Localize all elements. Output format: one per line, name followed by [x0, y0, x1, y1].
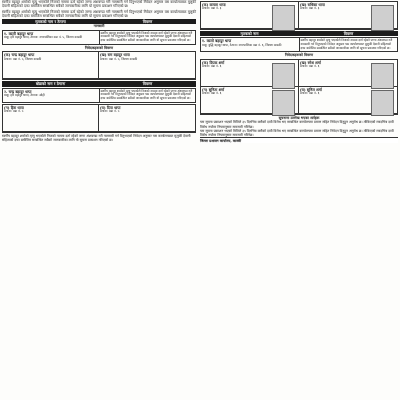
header-bar-2-right: विवरण — [142, 81, 153, 87]
section-title-2: निवेदकहरूको विवरण — [84, 45, 114, 50]
right-cell-1-text: ठेगाना: वडा नं. ६ — [202, 64, 222, 69]
photo-placeholder — [272, 5, 295, 31]
right-cell-2-name: (ख) रमेश शर्मा — [300, 60, 321, 65]
left-cell-4-text: ठेगाना: वडा नं. ५ — [100, 109, 120, 114]
right-entry-text: बाबु: बुद्धि बहादुर थापा, ठेगाना: नगरपालिका वडा नं. ६, जिल्ला कास्की — [202, 42, 282, 47]
entry-1-detail: स्वर्गीय बहादुर शर्माको मृत्यु भएकोले निजको नाममा दर्ता रहेको जग्गा अंशबण्डा गरी नामसारी गर्न दिनुभएको निवेदन अनुसार यस कार्यालयबाट मुलुकी देवानी संहिताको दफा बमोजिम सम्बन्धित सबैको जानकारीका लागि यो सूचना प्रकाशन गरिएको छ। — [100, 30, 193, 43]
photo-placeholder — [371, 63, 394, 89]
header-bar-1-right: विवरण — [142, 19, 153, 24]
right-header-right: विवरण — [343, 31, 354, 36]
left-cell-2-text: ठेगाना: वडा नं. ५, जिल्ला कास्की — [100, 56, 138, 61]
left-cell-2-name: (ख) राम बहादुर थापा — [100, 53, 130, 58]
right-notice-text: यस सूचना प्रकाशन भएको मितिले ३५ दिनभित्र कसैको दावी विरोध भए सम्बन्धित कार्यालयमा प्रमाण सहित निवेदन दिनुहुन अनुरोध छ। तोकिएको म्यादभित्र दावी विरोध नपरेमा नियमानुसार नामसारी गरिनेछ। — [200, 120, 394, 129]
right-entry — [200, 37, 398, 52]
entry-2 — [2, 88, 196, 103]
photo-placeholder — [272, 90, 295, 116]
right-top-cell-2-name: (ख) राधिका थापा — [300, 3, 325, 7]
right-notice-text-2: यस सूचना प्रकाशन भएको मितिले ३५ दिनभित्र कसैको दावी विरोध भए सम्बन्धित कार्यालयमा प्रमाण सहित निवेदन दिनुहुन अनुरोध छ। तोकिएको म्यादभित्र दावी विरोध नपरेमा नियमानुसार नामसारी गरिनेछ। — [200, 128, 394, 137]
right-top-cell-1-text: ठेगाना: वडा नं. ३ — [202, 6, 222, 11]
header-bar-2 — [2, 81, 196, 86]
right-top-cell-2 — [299, 2, 397, 29]
right-cell-1-name: (क) दिपक शर्मा — [202, 60, 225, 65]
left-cell-3-text: ठेगाना: वडा नं. ५ — [4, 109, 24, 114]
entry-1-name: १. काली बहादुर थापा — [4, 31, 34, 36]
right-entry-detail: स्वर्गीय बहादुर शर्माको मृत्यु भएकोले निजको नाममा दर्ता रहेको जग्गा अंशबण्डा गरी नामसारी गर्न दिनुभएको निवेदन अनुसार यस कार्यालयबाट मुलुकी देवानी संहिताको दफा बमोजिम सम्बन्धित सबैको जानकारीका लागि यो सूचना प्रकाशन गरिएको छ। — [300, 38, 393, 50]
intro-paragraph-2: स्वर्गीय बहादुर शर्माको मृत्यु भएकोले निजको नाममा दर्ता रहेको जग्गा अंशबण्डा गरी नामसारी गर्न दिनुभएको निवेदन अनुसार यस कार्यालयबाट मुलुकी देवानी संहिताको दफा बमोजिम सम्बन्धित सबैको जानकारीका लागि यो सूचना प्रकाशन गरिएको छ। — [2, 9, 196, 18]
header-bar-1-left: मृतकको नाम र ठेगाना — [35, 19, 66, 24]
right-header-bar — [200, 31, 398, 36]
left-cell-4 — [99, 105, 195, 132]
right-top-cell-1 — [201, 2, 299, 29]
right-entry-name: १. कालो बहादुर थापा — [202, 39, 232, 44]
right-cell-3-text: ठेगाना: वडा नं. ६ — [202, 91, 222, 96]
right-cell-4-name: (घ) सुनिल शर्मा — [300, 87, 322, 92]
right-section-title: निवेदकहरूको विवरण — [284, 53, 314, 58]
right-grid — [200, 59, 398, 115]
entry-1-text: बाबु: हरि बहादुर थापा, ठेगाना: नगरपालिका वडा नं. ५, जिल्ला कास्की — [4, 35, 83, 40]
right-cell-1 — [201, 60, 299, 87]
right-top-grid — [200, 1, 398, 30]
entry-2-name: २. चन्द्र बहादुर थापा — [4, 89, 32, 94]
left-cell-1-name: (क) चन्द्र बहादुर थापा — [4, 53, 35, 58]
photo-placeholder — [272, 63, 295, 89]
left-column — [2, 0, 196, 142]
right-cell-2 — [299, 60, 397, 87]
footer-office: जिल्ला प्रशासन कार्यालय, कास्की — [200, 137, 398, 143]
right-column — [200, 0, 398, 143]
entry-1 — [2, 30, 196, 45]
left-grid-2 — [2, 104, 196, 133]
photo-placeholder — [371, 5, 394, 31]
right-cell-4 — [299, 87, 397, 114]
right-top-cell-2-text: ठेगाना: वडा नं. ३ — [300, 6, 320, 11]
section-title-1: नामसारी — [93, 24, 105, 29]
intro-paragraph: स्वर्गीय बहादुर शर्माको मृत्यु भएकोले निजको नाममा दर्ता रहेको जग्गा अंशबण्डा गरी नामसारी गर्न दिनुभएको निवेदन अनुसार यस कार्यालयबाट मुलुकी देवानी संहिताको दफा बमोजिम सम्बन्धित सबैको जानकारीका लागि यो सूचना प्रकाशन गरिएको छ। — [2, 0, 196, 9]
right-cell-3 — [201, 87, 299, 114]
left-cell-3-name: (ग) हिरा थापा — [4, 105, 24, 110]
header-bar-2-left: बोडाको नाम र ठेगाना — [35, 81, 66, 87]
right-cell-3-name: (ग) सुनिता शर्मा — [202, 87, 225, 92]
left-cell-1-text: ठेगाना: वडा नं. ५, जिल्ला कास्की — [4, 56, 42, 61]
right-header-left: मृतकको नाम — [240, 31, 259, 36]
entry-2-detail: स्वर्गीय बहादुर शर्माको मृत्यु भएकोले निजको नाममा दर्ता रहेको जग्गा अंशबण्डा गरी नामसारी गर्न दिनुभएको निवेदन अनुसार यस कार्यालयबाट मुलुकी देवानी संहिताको दफा बमोजिम सम्बन्धित सबैको जानकारीका लागि यो सूचना प्रकाशन गरिएको छ। — [100, 88, 193, 101]
left-cell-1 — [3, 52, 99, 79]
entry-2-text: बाबु: हरि बहादुर थापा, ठेगाना: सोही — [4, 93, 45, 98]
right-notice-title: सूचनामा उल्लेख भएका शर्तहरू — [278, 115, 320, 120]
right-top-cell-1-name: (क) कमला थापा — [202, 3, 226, 7]
right-cell-2-text: ठेगाना: वडा नं. ६ — [300, 64, 320, 69]
photo-placeholder — [371, 90, 394, 116]
right-cell-4-text: ठेगाना: वडा नं. ६ — [300, 91, 320, 96]
left-cell-4-name: (घ) दिपा थापा — [100, 105, 121, 110]
left-cell-3 — [3, 105, 99, 132]
left-grid — [2, 51, 196, 80]
left-footer-text: स्वर्गीय बहादुर शर्माको मृत्यु भएकोले निजको नाममा दर्ता रहेको जग्गा अंशबण्डा गरी नामसारी गर्न दिनुभएको निवेदन अनुसार यस कार्यालयबाट मुलुकी देवानी संहिताको दफा बमोजिम सम्बन्धित सबैको जानकारीका लागि यो सूचना प्रकाशन गरिएको छ। — [2, 133, 191, 142]
left-cell-2 — [99, 52, 195, 79]
